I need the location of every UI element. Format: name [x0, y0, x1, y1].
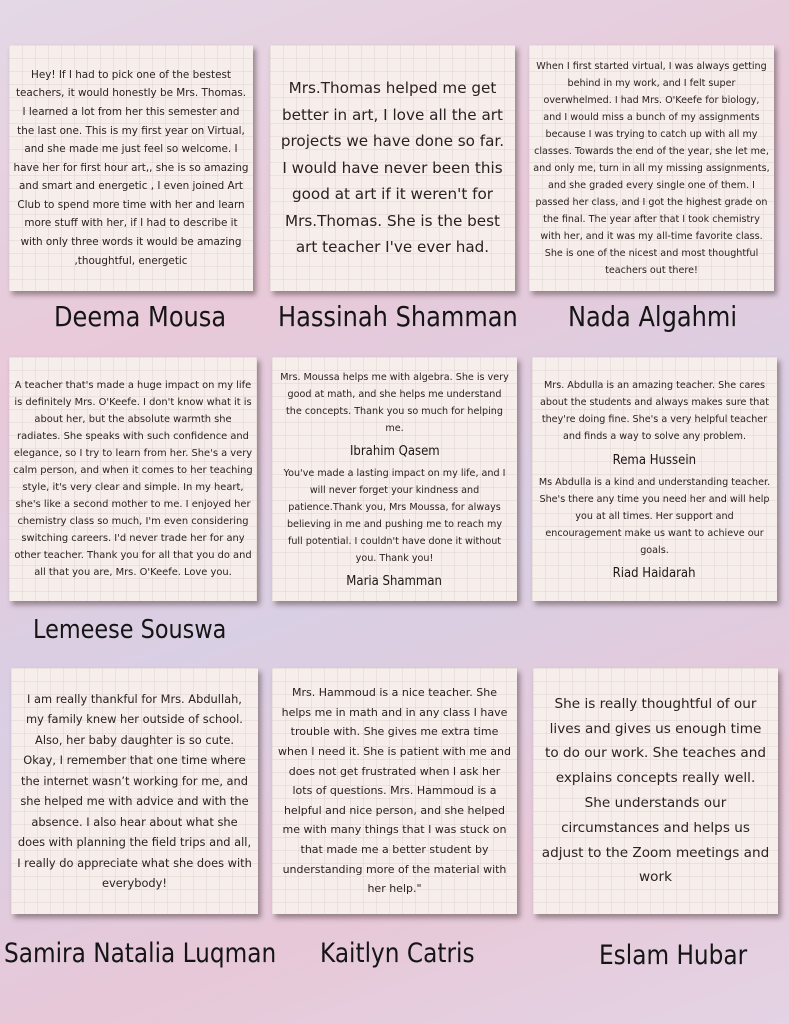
signature: Ibrahim Qasem	[349, 443, 440, 459]
testimonial-text: Mrs. Hammoud is a nice teacher. She helps me in math and in any class I have trouble with. She gives me extra time when I need it. She is patient with me and does not get frustrated when I ask her lots of questions. Mrs. Hammoud is a helpful and nice person, and she helped me with many things that I was stuck on that made me a better student by understanding more of the material with her help."	[278, 686, 511, 896]
student-name: Eslam Hubar	[599, 940, 748, 971]
student-name: Nada Algahmi	[568, 300, 738, 333]
testimonial-card	[11, 668, 258, 914]
testimonial-text: I am really thankful for Mrs. Abdullah, my family knew her outside of school. Also, her baby daughter is so cute. Okay, I remember that one time where the internet wasn’t working for me, and she helped me with advice and with the absence. I also hear about what she does with planning the field trips and all, I really do appreciate what she does with everybody!	[17, 691, 252, 890]
student-name: Kaitlyn Catris	[320, 938, 475, 969]
signature: Rema Hussein	[612, 452, 697, 468]
testimonial-card	[533, 668, 778, 914]
testimonial-text: A teacher that's made a huge impact on my life is definitely Mrs. O'Keefe. I don't know what it is about her, but the absolute warmth she radiates. She speaks with such confidence and elegance, so I try to learn from her. She's a very calm person, and when it comes to her teaching style, it's very clear and simple. In my heart, she's like a second mother to me. I enjoyed her chemistry class so much, I'm even considering switching careers. I'd never trade her for any other teacher. Thank you for all that you do and all that you are, Mrs. O'Keefe. Love you.	[13, 380, 253, 578]
testimonial-card	[9, 45, 253, 291]
signature: Maria Shamman	[346, 573, 443, 589]
testimonial-text: When I first started virtual, I was always getting behind in my work, and I felt super overwhelmed. I had Mrs. O'Keefe for biology, and I would miss a bunch of my assignments because I was trying to catch up with all my classes. Towards the end of the year, she let me, and only me, turn in all my missing assignments, and she graded every single one of them. I passed her class, and I got the highest grade on the final. The year after that I took chemistry with her, and it was my all-time favorite class. She is one of the nicest and most thoughtful teachers out there!	[533, 60, 770, 276]
testimonial-card	[272, 668, 517, 914]
testimonial-text: Mrs.Thomas helped me get better in art, I love all the art projects we have done so far. I would have never been this good at art if it weren't for Mrs.Thomas. She is the best art teacher I've ever had.	[280, 78, 505, 257]
signature: Riad Haidarah	[613, 565, 696, 581]
student-name: Samira Natalia Luqman	[4, 938, 277, 969]
testimonial-text: Hey! If I had to pick one of the bestest teachers, it would honestly be Mrs. Thomas. I learned a lot from her this semester and the last one. This is my first year on Virtual, and she made me just feel so welcome. I have her for first hour art,, she is so amazing and smart and energetic , I even joined Art Club to spend more time with her and learn more stuff with her, if I had to describe it with only three words it would be amazing ,thoughtful, energetic	[13, 68, 249, 267]
student-name: Lemeese Souswa	[33, 615, 227, 645]
testimonial-card	[270, 45, 515, 291]
testimonial-text: She is really thoughtful of our lives and gives us enough time to do our work. She teaches and explains concepts really well. She understands our circumstances and helps us adjust to the Zoom meetings and work	[541, 695, 770, 886]
testimonial-text: You've made a lasting impact on my life, and I will never forget your kindness and patience.Thank you, Mrs Moussa, for always believing in me and pushing me to reach my full potential. I couldn't have done it without you. Thank you!	[283, 467, 506, 564]
testimonial-text: Ms Abdulla is a kind and understanding teacher. She's there any time you need her and will help you at all times. Her support and encouragement make us want to achieve our goals.	[538, 476, 771, 556]
testimonial-card	[272, 357, 517, 601]
testimonial-text: Mrs. Abdulla is an amazing teacher. She cares about the students and always makes sure that they're doing fine. She's a very helpful teacher and finds a way to solve any problem.	[540, 379, 769, 442]
testimonial-card	[9, 357, 257, 601]
testimonial-card	[529, 45, 774, 291]
testimonial-card	[532, 357, 777, 601]
testimonial-text: Mrs. Moussa helps me with algebra. She is very good at math, and she helps me understand the concepts. Thank you so much for helping me.	[280, 371, 509, 434]
student-name: Deema Mousa	[54, 300, 227, 333]
student-name: Hassinah Shamman	[278, 300, 518, 333]
